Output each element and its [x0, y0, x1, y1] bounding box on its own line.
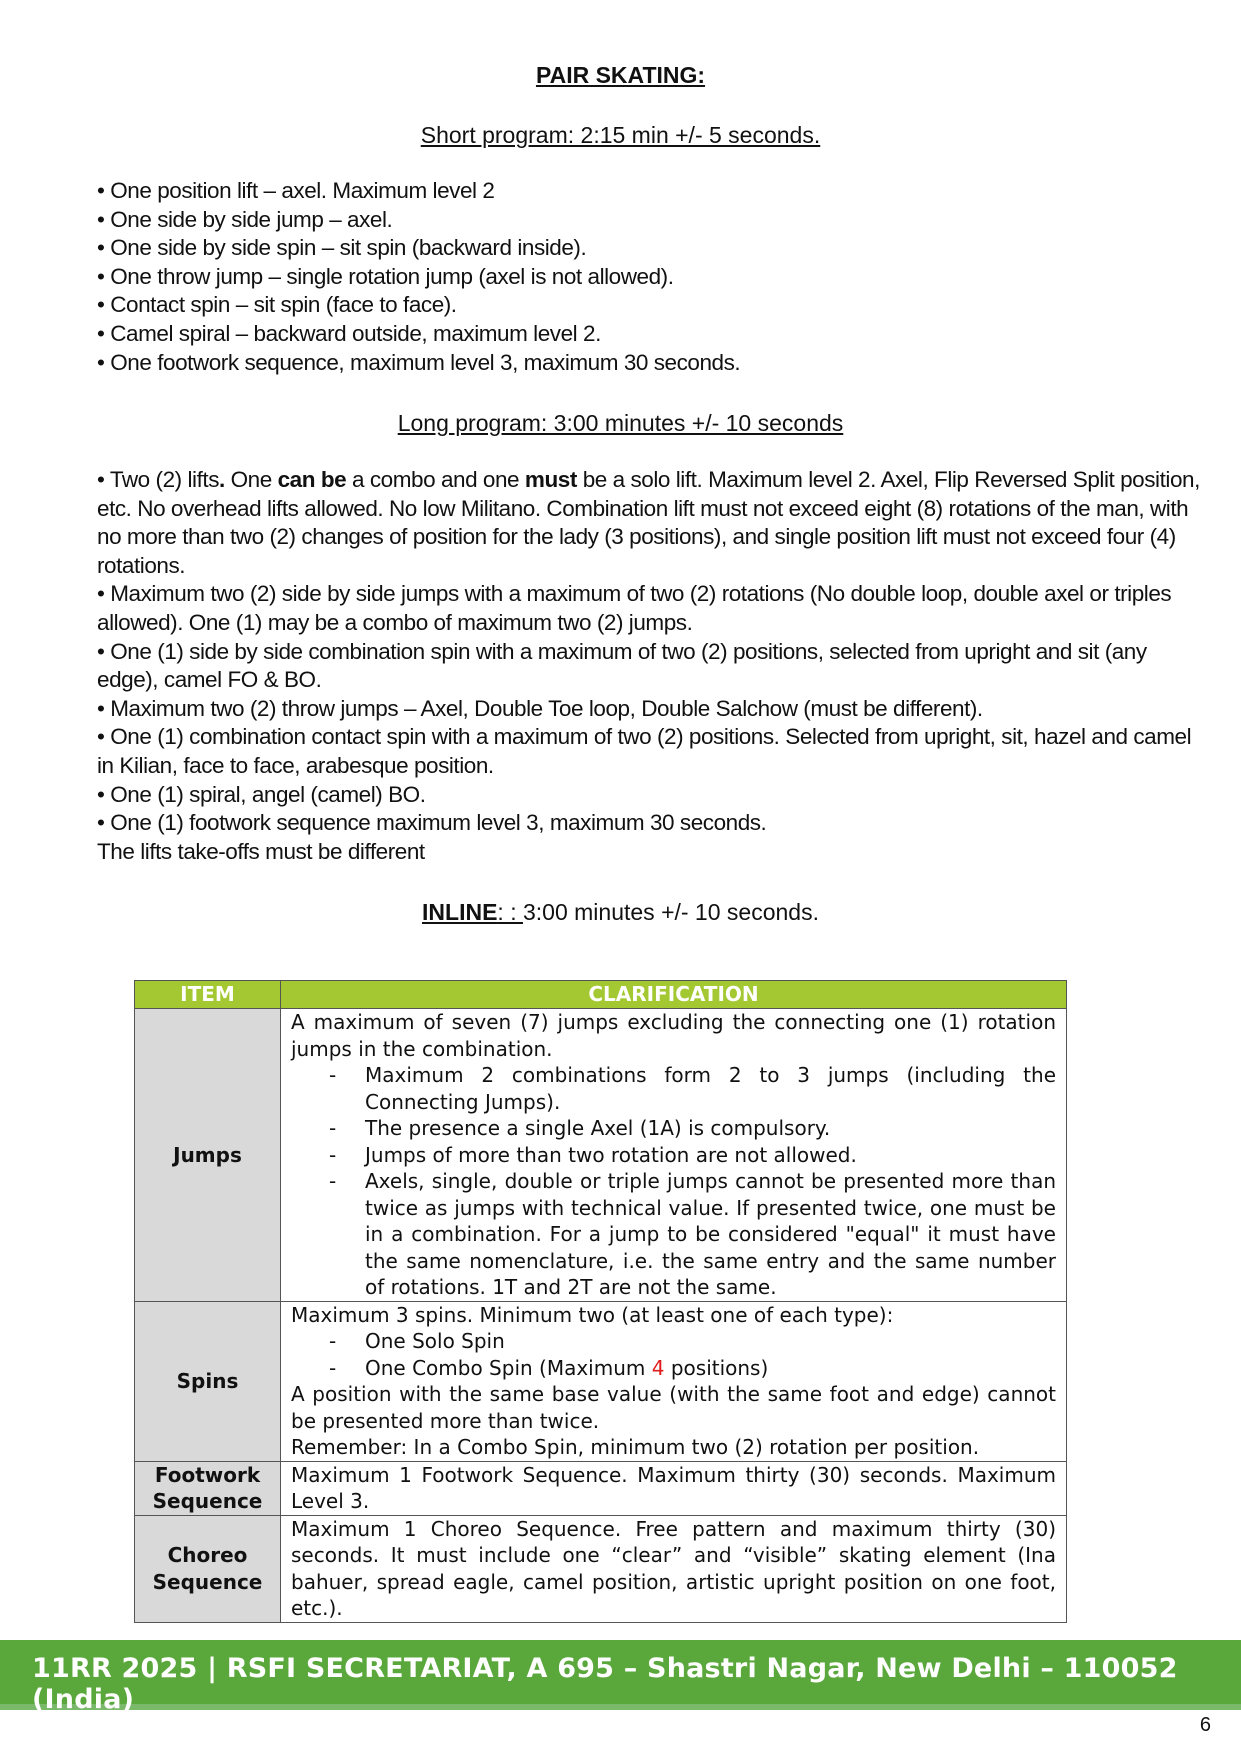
- column-header-clarification: CLARIFICATION: [281, 981, 1067, 1009]
- table-row: [135, 1301, 1067, 1461]
- list-item: • One (1) side by side combination spin with a maximum of two (2) positions, selected from upright and sit (any edge), camel FO & BO.: [97, 638, 1147, 693]
- list-item: • Maximum two (2) side by side jumps with a maximum of two (2) rotations (No double loop, double axel or triples allowed). One (1) may be a combo of maximum two (2) jumps.: [97, 581, 1172, 635]
- item-cell-footwork: Footwork Sequence: [135, 1461, 281, 1515]
- page-number: 6: [1199, 1714, 1211, 1736]
- long-program-heading: Long program: 3:00 minutes +/- 10 seconds: [397, 410, 844, 436]
- list-item: • One side by side spin – sit spin (backward inside).: [97, 235, 587, 261]
- list-item: The lifts take-offs must be different: [97, 838, 425, 864]
- item-cell-jumps: Jumps: [135, 1009, 281, 1302]
- list-item: • Maximum two (2) throw jumps – Axel, Double Toe loop, Double Salchow (must be different).: [97, 695, 983, 721]
- page-title: PAIR SKATING:: [535, 62, 706, 88]
- spins-points: [291, 1328, 1056, 1381]
- clarification-cell-spins: Maximum 3 spins. Minimum two (at least one of each type): - One Solo Spin - One Combo Spin (Maximum 4 positions) A position with the same base value (with the same foot and edge) cannot be presented more than twice. Remember: In a Combo Spin, minimum two (2) rotation per position.: [281, 1301, 1067, 1461]
- list-item: - One Combo Spin (Maximum 4 positions): [329, 1355, 769, 1380]
- list-item: • One (1) spiral, angel (camel) BO.: [97, 781, 426, 807]
- jumps-points: [291, 1062, 1056, 1301]
- short-program-heading: Short program: 2:15 min +/- 5 seconds.: [420, 122, 821, 148]
- list-item: • One side by side jump – axel.: [97, 206, 393, 232]
- clarification-cell-choreo: Maximum 1 Choreo Sequence. Free pattern and maximum thirty (30) seconds. It must include one “clear” and “visible” skating element (Ina bahuer, spread eagle, camel position, artistic upright position on one foot, etc.).: [281, 1515, 1067, 1622]
- long-program-list: [97, 466, 1212, 866]
- list-item: - One Solo Spin: [329, 1329, 505, 1353]
- table-row: [135, 1461, 1067, 1515]
- footer-text: 11RR 2025 | RSFI SECRETARIAT, A 695 – Shastri Nagar, New Delhi – 110052 (India): [32, 1653, 1178, 1715]
- list-item: - The presence a single Axel (1A) is compulsory.: [329, 1116, 831, 1140]
- short-program-list: [97, 177, 1212, 377]
- item-cell-choreo: Choreo Sequence: [135, 1515, 281, 1622]
- table-row: [135, 1009, 1067, 1302]
- list-item: - Jumps of more than two rotation are not allowed.: [329, 1142, 857, 1167]
- list-item: • Contact spin – sit spin (face to face).: [97, 292, 457, 318]
- item-cell-spins: Spins: [135, 1301, 281, 1461]
- column-header-item: ITEM: [135, 981, 281, 1009]
- list-item: • One (1) footwork sequence maximum level 3, maximum 30 seconds.: [97, 810, 767, 836]
- inline-elements-table: [134, 980, 1067, 1623]
- list-item: • One (1) combination contact spin with a maximum of two (2) positions. Selected from upright, sit, hazel and camel in Kilian, face to face, arabesque position.: [97, 724, 1192, 778]
- clarification-cell-jumps: A maximum of seven (7) jumps excluding the connecting one (1) rotation jumps in the combination. - Maximum 2 combinations form 2 to 3 jumps (including the Connecting Jumps). - The presence a single Axel (1A) is compulsory. - Jumps of more than two rotation are not allowed. - Axels, single, double or triple jumps cannot be presented more than twice as jumps with technical value. If presented twice, one must be in a combination. For a jump to be considered "equal" it must have the same nomenclature, i.e. the same entry and the same number of rotations. 1T and 2T are not the same.: [281, 1009, 1067, 1302]
- list-item: - Axels, single, double or triple jumps cannot be presented more than twice as jumps with technical value. If presented twice, one must be in a combination. For a jump to be considered "equal" it must have the same nomenclature, i.e. the same entry and the same number of rotations. 1T and 2T are not the same.: [329, 1169, 1056, 1299]
- footer-bar: [0, 1640, 1241, 1715]
- clarification-cell-footwork: Maximum 1 Footwork Sequence. Maximum thirty (30) seconds. Maximum Level 3.: [281, 1461, 1067, 1515]
- list-item: • Camel spiral – backward outside, maximum level 2.: [97, 320, 601, 346]
- list-item: • One position lift – axel. Maximum level 2: [97, 178, 495, 203]
- list-item: • One throw jump – single rotation jump (axel is not allowed).: [97, 263, 674, 289]
- inline-heading: INLINE: : 3:00 minutes +/- 10 seconds.: [422, 899, 819, 925]
- table-header-row: [135, 981, 1067, 1009]
- list-item: - Maximum 2 combinations form 2 to 3 jumps (including the Connecting Jumps).: [329, 1063, 1056, 1114]
- table-row: [135, 1515, 1067, 1622]
- list-item: • Two (2) lifts. One can be a combo and one must be a solo lift. Maximum level 2. Axel, Flip Reversed Split position, etc. No overhead lifts allowed. No low Militano. Combination lift must not exceed eight (8) rotations of the man, with no more than two (2) changes of position for the lady (3 positions), and single position lift must not exceed four (4) rotations.: [97, 467, 1200, 578]
- list-item: • One footwork sequence, maximum level 3, maximum 30 seconds.: [97, 349, 741, 375]
